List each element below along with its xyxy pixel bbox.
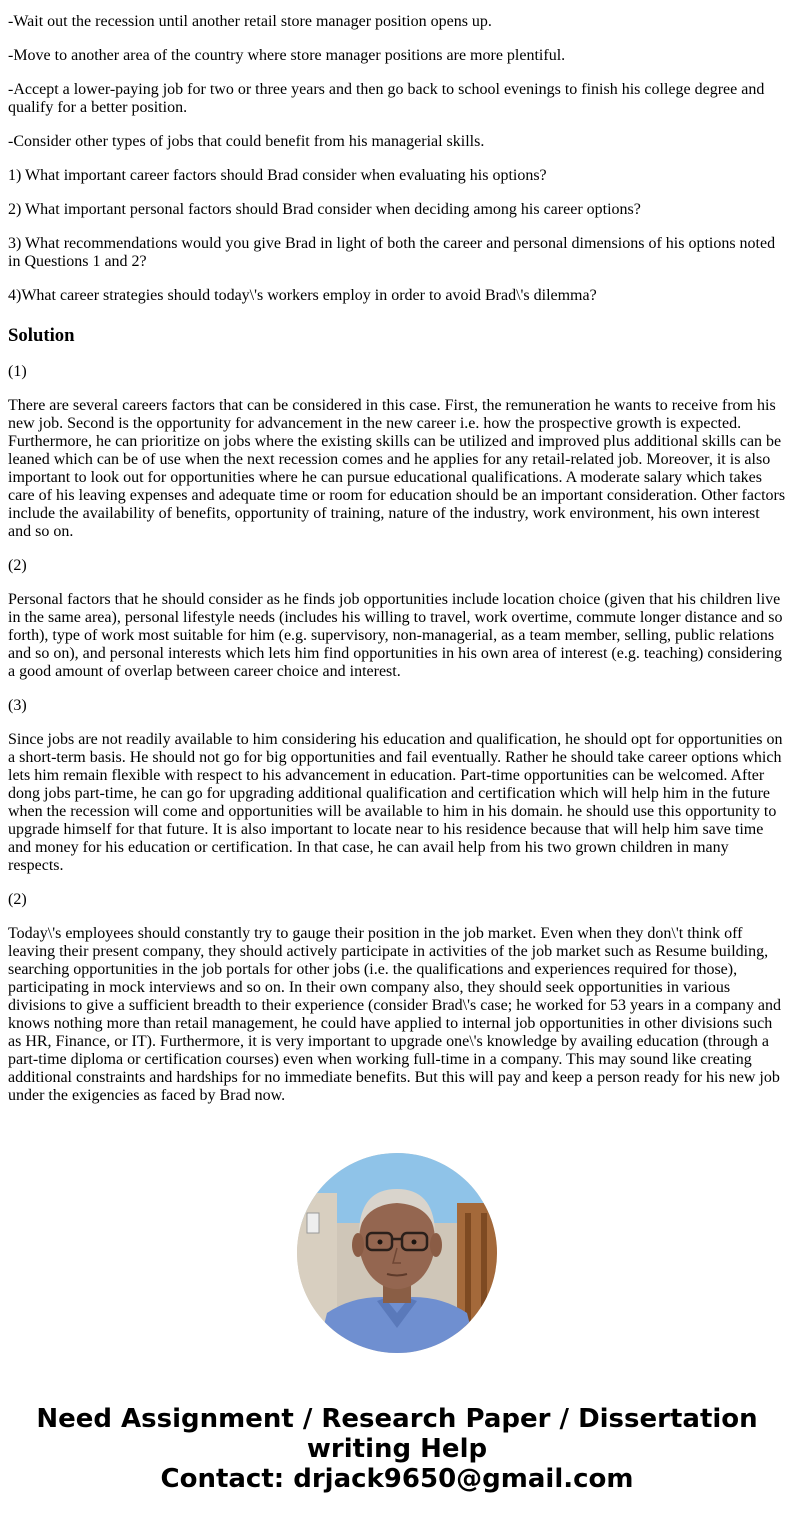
promo-headline: Need Assignment / Research Paper / Dissertation writing Help: [36, 1404, 758, 1464]
option-item: -Move to another area of the country where store manager positions are more plentiful.: [8, 47, 566, 64]
author-avatar: [297, 1153, 497, 1353]
answer-label: (1): [8, 363, 27, 380]
option-item: -Wait out the recession until another retail store manager position opens up.: [8, 13, 492, 30]
answer-label: (2): [8, 557, 27, 574]
answer-label: (2): [8, 891, 27, 908]
option-item: -Consider other types of jobs that could benefit from his managerial skills.: [8, 133, 485, 150]
question-item: 4)What career strategies should today\'s workers employ in order to avoid Brad\'s dilemma?: [8, 287, 597, 304]
answer-text: Since jobs are not readily available to him considering his education and qualification, he should opt for opportunities on a short-term basis. He should not go for big opportunities and fail eventually. Rather he should take career options which lets him remain flexible with respect to his advancement in education. Part-time opportunities can be welcomed. After dong jobs part-time, he can go for upgrading additional qualification and certification which will help him in the future when the recession will come and opportunities will be available to him in his domain. he should use this opportunity to upgrade himself for that future. It is also important to locate near to his residence because that will help him save time and money for his education or certification. In that case, he can avail help from his two grown children in many respects.: [8, 731, 783, 874]
answer-text: There are several careers factors that can be considered in this case. First, the remuneration he wants to receive from his new job. Second is the opportunity for advancement in the new career i.e. how the prospective growth is expected. Furthermore, he can prioritize on jobs where the existing skills can be utilized and improved plus additional skills can be leaned which can be of use when the next recession comes and he applies for any retail-related job. Moreover, it is also important to look out for opportunities where he can pursue educational qualifications. A moderate salary which takes care of his leaving expenses and adequate time or room for education should be an important consideration. Other factors include the availability of benefits, opportunity of training, nature of the industry, work environment, his own interest and so on.: [8, 397, 786, 540]
answer-label: (3): [8, 697, 27, 714]
answer-text: Personal factors that he should consider as he finds job opportunities include location choice (given that his children live in the same area), personal lifestyle needs (includes his willing to travel, work overtime, commute longer distance and so forth), type of work most suitable for him (e.g. supervisory, non-managerial, as a team member, selling, public relations and so on), and personal interests which lets him find opportunities in his own area of interest (e.g. teaching) considering a good amount of overlap between career choice and interest.: [8, 591, 783, 680]
question-item: 1) What important career factors should Brad consider when evaluating his options?: [8, 167, 547, 184]
option-item: -Accept a lower-paying job for two or three years and then go back to school evenings to finish his college degree and qualify for a better position.: [8, 81, 765, 116]
question-item: 3) What recommendations would you give Brad in light of both the career and personal dimensions of his options noted in Questions 1 and 2?: [8, 235, 776, 270]
promo-banner: [0, 1404, 794, 1494]
document-body: [8, 13, 786, 1121]
answer-text: Today\'s employees should constantly try to gauge their position in the job market. Even when they don\'t think off leaving their present company, they should actively participate in activities of the job market such as Resume building, searching opportunities in the job portals for other jobs (i.e. the qualifications and experiences required for those), participating in mock interviews and so on. In their own company also, they should seek opportunities in various divisions to give a sufficient breadth to their experience (consider Brad\'s case; he worked for 53 years in a company and knows nothing more than retail management, he could have applied to internal job opportunities in other divisions such as HR, Finance, or IT). Furthermore, it is very important to upgrade one\'s knowledge by availing education (through a part-time diploma or certification courses) even when working full-time in a company. This may sound like creating additional constraints and hardships for no immediate benefits. But this will pay and keep a person ready for his new job under the exigencies as faced by Brad now.: [8, 925, 781, 1104]
solution-heading: Solution: [8, 325, 75, 346]
question-item: 2) What important personal factors should Brad consider when deciding among his career options?: [8, 201, 641, 218]
promo-contact: Contact: drjack9650@gmail.com: [160, 1464, 634, 1494]
